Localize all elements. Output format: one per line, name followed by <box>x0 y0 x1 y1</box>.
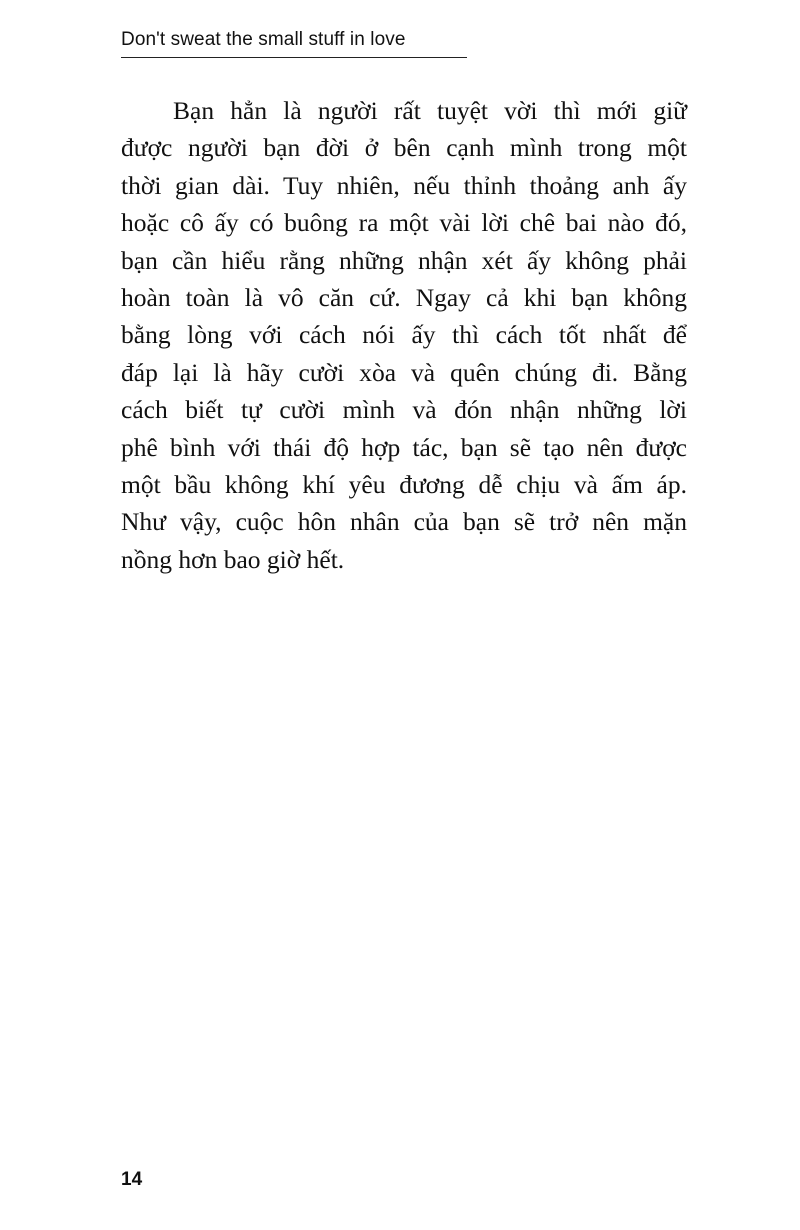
paragraph-line: phê bình với thái độ hợp tác, bạn sẽ tạo nên được <box>121 432 687 462</box>
paragraph-line: Bạn hẳn là người rất tuyệt vời thì mới giữ <box>173 96 687 125</box>
paragraph-line: cách biết tự cười mình và đón nhận những lời <box>121 395 687 425</box>
page-number: 14 <box>121 1169 143 1190</box>
paragraph-line: hoàn toàn là vô căn cứ. Ngay cả khi bạn không <box>121 282 687 312</box>
paragraph-line: bằng lòng với cách nói ấy thì cách tốt nhất để <box>121 320 687 350</box>
header-rule <box>121 57 467 58</box>
paragraph-line: thời gian dài. Tuy nhiên, nếu thỉnh thoảng anh ấy <box>121 170 687 200</box>
paragraph-line: hoặc cô ấy có buông ra một vài lời chê bai nào đó, <box>121 208 687 238</box>
paragraph-line: đáp lại là hãy cười xòa và quên chúng đi. Bằng <box>121 357 687 387</box>
body-paragraph <box>121 92 687 578</box>
running-header-title: Don't sweat the small stuff in love <box>121 29 406 50</box>
paragraph-line: một bầu không khí yêu đương dễ chịu và ấm áp. <box>121 469 687 499</box>
paragraph-line: Như vậy, cuộc hôn nhân của bạn sẽ trở nên mặn <box>121 507 687 537</box>
paragraph-line: bạn cần hiểu rằng những nhận xét ấy không phải <box>121 245 687 275</box>
paragraph-line: được người bạn đời ở bên cạnh mình trong một <box>121 133 687 163</box>
running-header <box>121 28 467 52</box>
paragraph-line: nồng hơn bao giờ hết. <box>121 544 345 574</box>
